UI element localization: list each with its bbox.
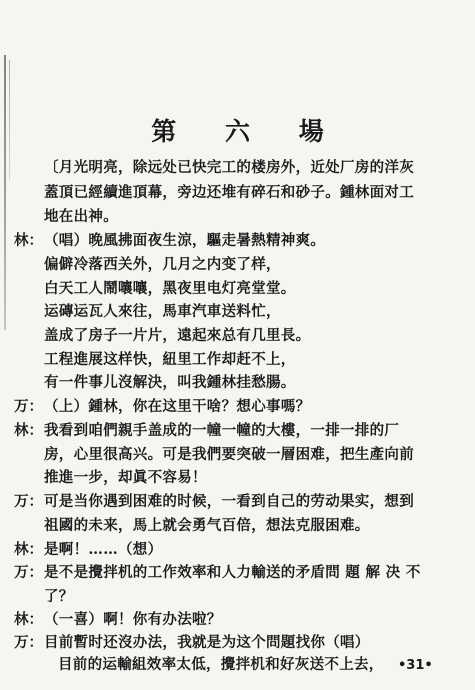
dialogue-line: 房，心里很高兴。可是我們要突破一層困难，把生產向前 (44, 446, 414, 463)
speaker-label: 林： (14, 232, 43, 249)
speaker-label: 万： (14, 398, 43, 415)
dialogue-line: 有一件事儿沒解決，叫我鍾林挂愁腸。 (44, 374, 296, 391)
scene-title: 第 六 場 (151, 117, 344, 146)
dialogue-line: 我看到咱們親手盖成的一幢一幢的大樓，一排一排的厂 (44, 422, 400, 439)
stage-direction-line: 地在出神。 (44, 208, 118, 225)
dialogue-line: 了？ (44, 588, 74, 605)
binding-edge-mark (4, 55, 6, 330)
dialogue-line: （上）鍾林，你在这里干啥？想心事嗎？ (44, 398, 311, 415)
speaker-label: 林： (14, 422, 43, 439)
speaker-label: 万： (14, 564, 43, 581)
speaker-label: 万： (14, 493, 43, 510)
dialogue-line: （唱）晚風拂面夜生涼，驅走暑熱精神爽。 (44, 232, 326, 249)
dialogue-line: 是不是攪拌机的工作效率和人力輸送的矛盾問 題 解 决 不 (44, 564, 421, 581)
speaker-label: 林： (14, 611, 43, 628)
speaker-label: 林： (14, 541, 43, 558)
dialogue-line: 可是当你遇到困难的时候，一看到自己的劳动果实，想到 (44, 493, 414, 510)
dialogue-line: 工程進展这样快，紐里工作却赶不上， (44, 351, 296, 368)
dialogue-line: 盖成了房子一片片，遠起來总有几里長。 (44, 327, 311, 344)
dialogue-line: 偏僻冷落西关外，几月之内变了样， (44, 256, 281, 273)
sung-line: 目前的运輸組效率太低，攪拌机和好灰送不上去， (58, 656, 384, 673)
speaker-label: 万： (14, 634, 43, 651)
dialogue-line: 祖國的未来，馬上就会勇气百倍，想法克服困难。 (44, 517, 370, 534)
dialogue-line: 白天工人鬧嚷嚷，黑夜里电灯亮堂堂。 (44, 280, 296, 297)
stage-direction-line: 〔月光明亮，除远处已快完工的楼房外，近处厂房的洋灰 (44, 159, 414, 176)
dialogue-line: 目前暫时还沒办法，我就是为这个問題找你（唱） (44, 634, 370, 651)
dialogue-line: 运磚运瓦人來往，馬車汽車送料忙， (44, 303, 281, 320)
dialogue-line: 是啊！……（想） (44, 541, 163, 558)
dialogue-line: 推進一步，却眞不容易！ (44, 469, 207, 486)
dialogue-line: （一喜）啊！你有办法啦？ (44, 611, 222, 628)
page-number: •31• (398, 658, 433, 673)
stage-direction-line: 蓋頂已經續進頂幕，旁边还堆有碎石和砂子。鍾林面对工 (44, 184, 414, 201)
